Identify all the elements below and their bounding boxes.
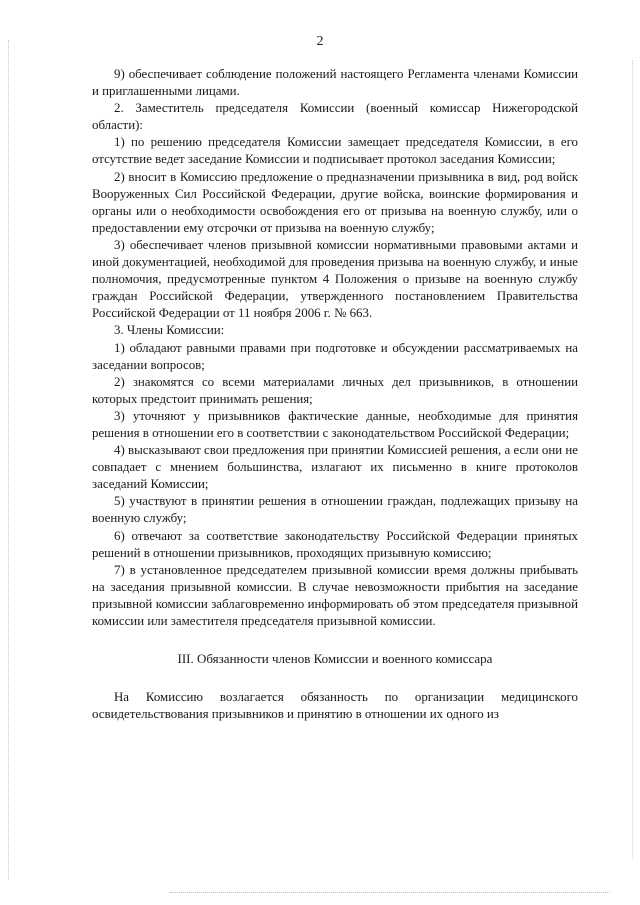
paragraph: На Комиссию возлагается обязанность по организации медицинского освидетельствования призывников и принятию в отношении их одного из (92, 690, 578, 722)
scan-border-left (8, 40, 10, 880)
paragraph: 9) обеспечивает соблюдение положений настоящего Регламента членами Комиссии и приглашенными лицами. (92, 67, 578, 99)
paragraph: 4) высказывают свои предложения при принятии Комиссией решения, а если они не совпадает с мнением большинства, излагают их письменно в книге протоколов заседаний Комиссии; (92, 443, 578, 492)
document-body (92, 66, 578, 723)
scan-border-right (632, 60, 634, 860)
paragraph: 3. Члены Комиссии: (114, 323, 225, 338)
paragraph: 2) вносит в Комиссию предложение о предназначении призывника в вид, род войск Вооруженных Сил Российской Федерации, другие войска, воинские формирования и органы или о необходимости освобождения его от призыва на военную службу, или о предоставлении ему отсрочки от призыва на военную службу; (92, 169, 578, 235)
paragraph: 1) обладают равными правами при подготовке и обсуждении рассматриваемых на заседании вопросов; (92, 340, 578, 372)
paragraph: 2) знакомятся со всеми материалами личных дел призывников, в отношении которых предстоит принимать решения; (92, 374, 578, 406)
page-number: 2 (316, 34, 324, 49)
paragraph: 7) в установленное председателем призывной комиссии время должны прибывать на заседания призывной комиссии. В случае невозможности прибытия на заседание призывной комиссии заблаговременно информировать об этом председателя призывной комиссии или заместителя председателя призывной комиссии. (92, 562, 578, 628)
paragraph: 1) по решению председателя Комиссии замещает председателя Комиссии, в его отсутствие ведет заседание Комиссии и подписывает протокол заседания Комиссии; (92, 135, 578, 167)
scan-border-bottom (170, 892, 610, 894)
paragraph: 2. Заместитель председателя Комиссии (военный комиссар Нижегородской области): (92, 101, 578, 133)
paragraph: 5) участвуют в принятии решения в отношении граждан, подлежащих призыву на военную службу; (92, 494, 578, 526)
paragraph: 3) уточняют у призывников фактические данные, необходимые для принятия решения в отношении его в соответствии с законодательством Российской Федерации; (92, 408, 578, 440)
section-heading: III. Обязанности членов Комиссии и военного комиссара (177, 651, 493, 667)
paragraph: 6) отвечают за соответствие законодательству Российской Федерации принятых решений в отношении призывников, проходящих призывную комиссию; (92, 528, 578, 560)
paragraph: 3) обеспечивает членов призывной комиссии нормативными правовыми актами и иной документацией, необходимой для проведения призыва на военную службу, и иные полномочия, предусмотренные пунктом 4 Положения о призыве на военную службу граждан Российской Федерации, утвержденного постановлением Правительства Российской Федерации от 11 ноября 2006 г. № 663. (92, 237, 578, 321)
